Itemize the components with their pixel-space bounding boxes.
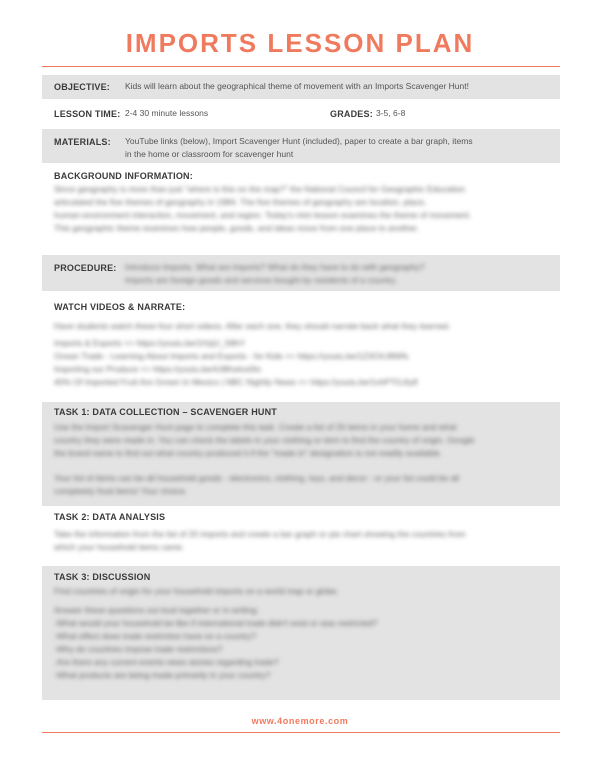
footer-divider — [42, 732, 560, 733]
task2-line: which your household items came. — [54, 542, 185, 552]
task2-text — [54, 528, 554, 554]
task2-line: Take the information from the list of 20 imports and create a bar graph or pie chart showing the countries from — [54, 529, 466, 539]
procedure-line-2: Imports are foreign goods and services bought by residents of a country. — [125, 275, 397, 285]
procedure-line-1: Introduce Imports. What are imports? What do they have to do with geography? — [125, 262, 425, 272]
materials-line-1: YouTube links (below), Import Scavenger Hunt (included), paper to create a bar graph, items — [125, 136, 473, 146]
footer-url[interactable]: www.4onemore.com — [251, 716, 349, 726]
watch-label: WATCH VIDEOS & NARRATE: — [54, 302, 186, 312]
background-line: articulated the five themes of geography in 1984. The five themes of geography are location, place, — [54, 197, 427, 207]
background-text — [54, 183, 554, 235]
video-link[interactable]: Imports & Exports => https://youtu.be/1HzjU_S8hY — [54, 338, 246, 348]
grades-label: GRADES: — [330, 109, 373, 119]
task3-line: -Are there any current events news stories regarding trade? — [54, 657, 279, 667]
video-link[interactable]: Ocean Trade - Learning About Imports and Exports - for Kids => https://youtu.be/1Z3OXJ8Wfs — [54, 351, 409, 361]
materials-label: MATERIALS: — [54, 137, 111, 147]
background-line: human-environment interaction, movement, and region. Today's mini lesson examines the theme of movement. — [54, 210, 472, 220]
video-link[interactable]: 40% Of Imported Fruit Are Grown In Mexico | NBC Nightly News => https://youtu.be/1xhPTGJty8 — [54, 377, 418, 387]
task2-label: TASK 2: DATA ANALYSIS — [54, 512, 166, 522]
objective-label: OBJECTIVE: — [54, 82, 111, 92]
task1-line: Your list of items can be all household goods - electronics, clothing, toys, and decor - or your list could be all — [54, 473, 460, 483]
task1-line: the brand name to find out what country produced it if the "made in" designation is not readily available. — [54, 448, 442, 458]
video-link[interactable]: Importing our Produce => https://youtu.be/4J8Kwlvs0Io — [54, 364, 261, 374]
background-line: Since geography is more than just "where is this on the map?" the National Council for Geographic Education — [54, 184, 465, 194]
materials-line-2: in the home or classroom for scavenger hunt — [125, 149, 294, 159]
task1-text — [54, 421, 554, 498]
background-line: This geographic theme examines how people, goods, and ideas move from one place to another. — [54, 223, 419, 233]
lesson-time-label: LESSON TIME: — [54, 109, 121, 119]
task3-line: -What would your household be like if international trade didn't exist or was restricted? — [54, 618, 378, 628]
task3-line: -Why do countries impose trade restrictions? — [54, 644, 223, 654]
watch-intro: Have students watch these four short videos. After each one, they should narrate back what they learned. — [54, 321, 451, 331]
task1-line: Use the Import Scavenger Hunt page to complete this task. Create a list of 20 items in your home and what — [54, 422, 457, 432]
task1-line: country they were made in. You can check the labels in your clothing or item to find the country of origin. Google — [54, 435, 475, 445]
task3-line: Find countries of origin for your household imports on a world map or globe. — [54, 586, 339, 596]
objective-text: Kids will learn about the geographical theme of movement with an Imports Scavenger Hunt! — [125, 81, 469, 91]
page-title: IMPORTS LESSON PLAN — [125, 28, 475, 58]
task3-label: TASK 3: DISCUSSION — [54, 572, 151, 582]
grades-text: 3-5, 6-8 — [376, 108, 406, 118]
background-label: BACKGROUND INFORMATION: — [54, 171, 193, 181]
title-divider — [42, 66, 560, 67]
task3-line: -What products are being made primarily in your country? — [54, 670, 271, 680]
lesson-time-text: 2-4 30 minute lessons — [125, 108, 209, 118]
video-links — [54, 337, 554, 389]
task3-line: Answer these questions out loud together or in writing: — [54, 605, 259, 615]
task3-line: -What effect does trade restriction have on a country? — [54, 631, 257, 641]
task1-line: completely food items! Your choice. — [54, 486, 188, 496]
task3-text — [54, 585, 554, 682]
task1-label: TASK 1: DATA COLLECTION – SCAVENGER HUNT — [54, 407, 278, 417]
procedure-label: PROCEDURE: — [54, 263, 117, 273]
